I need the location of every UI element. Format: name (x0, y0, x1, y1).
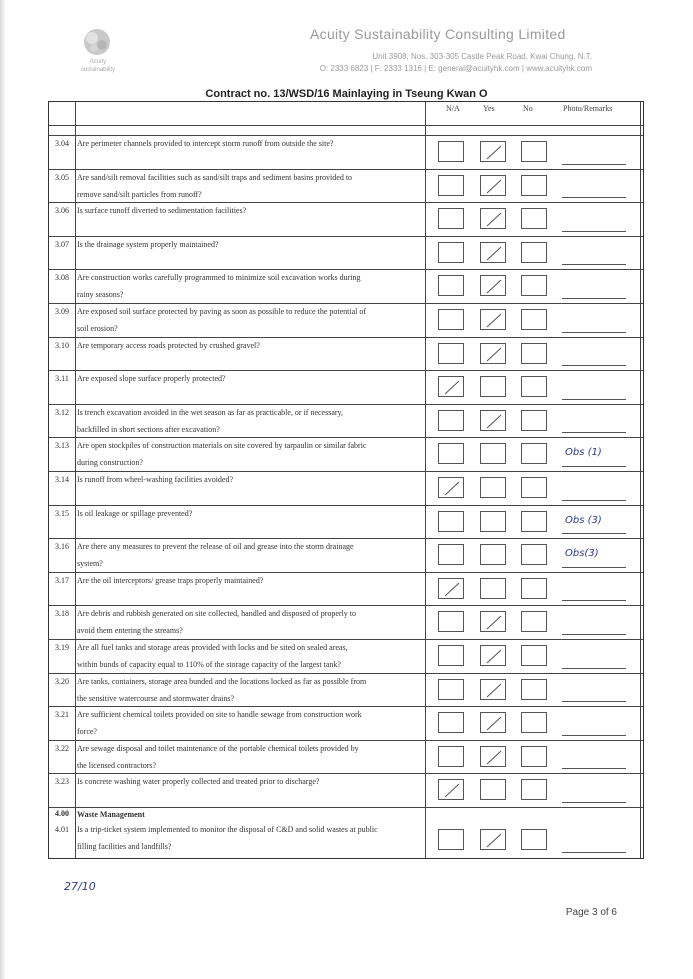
tick-mark-icon (484, 648, 504, 665)
question-line: Are temporary access roads protected by crushed gravel? (77, 340, 260, 350)
checkbox-na[interactable] (438, 208, 464, 229)
question-line: Are there any measures to prevent the release of oil and grease into the storm drainage (77, 542, 354, 552)
checkbox-na[interactable] (438, 511, 464, 532)
question-line: Are the oil interceptors/ grease traps properly maintained? (77, 575, 264, 585)
checkbox-no[interactable] (521, 376, 547, 397)
remarks-line (562, 567, 626, 568)
question-text (77, 337, 421, 354)
row-number: 3.23 (55, 777, 69, 787)
row-number: 3.05 (55, 172, 69, 182)
checkbox-na[interactable] (438, 376, 464, 397)
question-line: Are sufficient chemical toilets provided on site to handle sewage from construction work (77, 710, 362, 720)
question-line: Is the drainage system properly maintained? (77, 239, 219, 249)
checkbox-na[interactable] (438, 141, 464, 162)
checkbox-na[interactable] (438, 275, 464, 296)
column-divider (425, 102, 426, 858)
checklist-table (48, 101, 644, 859)
row-number: 3.18 (55, 609, 69, 619)
row-number: 3.10 (55, 340, 69, 350)
remarks-line (562, 735, 626, 736)
checkbox-na[interactable] (438, 578, 464, 599)
checkbox-na[interactable] (438, 443, 464, 464)
question-line: soil erosion? (77, 324, 118, 333)
tick-mark-icon (484, 144, 504, 161)
remarks-line (562, 533, 626, 534)
checkbox-na[interactable] (438, 679, 464, 700)
question-line: system? (77, 559, 103, 569)
col-header-yes: Yes (483, 104, 495, 113)
checkbox-no[interactable] (521, 511, 547, 532)
remarks-line (562, 231, 626, 232)
question-text (77, 236, 421, 253)
question-text (77, 437, 421, 471)
checkbox-no[interactable] (521, 611, 547, 632)
question-line: remove sand/silt particles from runoff? (77, 189, 202, 199)
question-text (77, 135, 421, 152)
question-line: Are all fuel tanks and storage areas provided with locks and be sited on sealed areas, (77, 643, 348, 652)
checkbox-no[interactable] (521, 712, 547, 733)
checkbox-yes[interactable] (480, 578, 506, 599)
question-line: rainy seasons? (77, 290, 124, 300)
row-number: 3.20 (55, 676, 69, 686)
checkbox-no[interactable] (521, 175, 547, 196)
checkbox-yes[interactable] (480, 477, 506, 498)
question-text (77, 773, 421, 790)
checkbox-yes[interactable] (480, 611, 506, 632)
question-line: Are sewage disposal and toilet maintenance of the portable chemical toilets provided by (77, 743, 359, 753)
checkbox-yes[interactable] (480, 645, 506, 666)
question-text (77, 572, 421, 589)
checkbox-yes[interactable] (480, 376, 506, 397)
tick-mark-icon (484, 413, 504, 430)
checkbox-yes[interactable] (480, 511, 506, 532)
row-number: 3.15 (55, 508, 69, 518)
question-line: the sensitive watercourse and stormwater drains? (77, 693, 235, 703)
checkbox-no[interactable] (521, 443, 547, 464)
checkbox-no[interactable] (521, 275, 547, 296)
remarks-line (562, 500, 626, 501)
tick-mark-icon (442, 581, 462, 598)
remarks-line (562, 600, 626, 601)
question-line: Is trench excavation avoided in the wet season as far as practicable, or if necessary, (77, 407, 344, 417)
section-title: Waste Management (77, 810, 145, 819)
tick-mark-icon (484, 614, 504, 631)
question-line: Is runoff from wheel-washing facilities avoided? (77, 475, 234, 484)
question-text (77, 202, 421, 219)
checkbox-no[interactable] (521, 410, 547, 431)
remarks-line (562, 634, 626, 635)
question-line: force? (77, 727, 97, 737)
checkbox-na[interactable] (438, 829, 464, 850)
logo-text: Acuity sustainability (80, 59, 116, 73)
tick-mark-icon (484, 749, 504, 766)
checkbox-yes[interactable] (480, 141, 506, 162)
tick-mark-icon (484, 832, 504, 849)
remarks-line (562, 668, 626, 669)
row-number: 3.11 (55, 374, 69, 384)
remarks-line (562, 802, 626, 803)
checkbox-na[interactable] (438, 309, 464, 330)
row-number: 3.09 (55, 307, 69, 316)
checkbox-no[interactable] (521, 141, 547, 162)
remarks-line (562, 466, 626, 467)
question-line: Is concrete washing water properly collected and treated prior to discharge? (77, 777, 320, 787)
checkbox-na[interactable] (438, 712, 464, 733)
checkbox-no[interactable] (521, 208, 547, 229)
checkbox-no[interactable] (521, 242, 547, 263)
tick-mark-icon (484, 245, 504, 262)
checkbox-no[interactable] (521, 544, 547, 565)
question-line: Are exposed soil surface protected by paving as soon as possible to reduce the potential of (77, 307, 367, 316)
company-address: Unit 3908, Nos. 303-305 Castle Peak Road, Kwai Chung, N.T. (372, 52, 592, 61)
col-header-remarks: Photo/Remarks (563, 104, 613, 113)
question-line: backfilled in short sections after excavation? (77, 424, 220, 434)
checkbox-yes[interactable] (480, 309, 506, 330)
question-line: within bunds of capacity equal to 110% of the storage capacity of the largest tank? (77, 660, 341, 669)
remark-note: Obs(3) (565, 548, 599, 560)
row-number: 3.22 (55, 743, 69, 753)
checkbox-yes[interactable] (480, 275, 506, 296)
question-line: Are debris and rubbish generated on site collected, handled and disposed of properly to (77, 609, 357, 619)
question-text (77, 370, 421, 387)
checkbox-no[interactable] (521, 679, 547, 700)
question-text (77, 471, 421, 488)
tick-mark-icon (484, 346, 504, 363)
checkbox-yes[interactable] (480, 175, 506, 196)
question-text (77, 639, 421, 673)
column-divider (640, 102, 641, 858)
remark-note: Obs (1) (565, 447, 602, 459)
checkbox-yes[interactable] (480, 343, 506, 364)
checkbox-no[interactable] (521, 645, 547, 666)
question-line: Are perimeter channels provided to intercept storm runoff from outside the site? (77, 139, 334, 148)
remarks-line (562, 264, 626, 265)
company-name: Acuity Sustainability Consulting Limited (310, 26, 566, 42)
question-line: Is oil leakage or spillage prevented? (77, 508, 193, 518)
remarks-line (562, 332, 626, 333)
checkbox-na[interactable] (438, 544, 464, 565)
remarks-line (562, 399, 626, 400)
tick-mark-icon (484, 278, 504, 295)
remarks-line (562, 365, 626, 366)
letterhead (0, 0, 693, 90)
question-text (77, 505, 421, 522)
remarks-line (562, 298, 626, 299)
checkbox-yes[interactable] (480, 544, 506, 565)
contract-title: Contract no. 13/WSD/16 Mainlaying in Tseung Kwan O (205, 88, 488, 100)
question-text (77, 538, 421, 572)
checkbox-yes[interactable] (480, 410, 506, 431)
checkbox-no[interactable] (521, 779, 547, 800)
question-text (77, 169, 421, 203)
row-number: 3.17 (55, 575, 69, 585)
checkbox-yes[interactable] (480, 779, 506, 800)
row-number: 3.16 (55, 542, 69, 552)
question-text (77, 605, 421, 639)
tick-mark-icon (442, 782, 462, 799)
page-number: Page 3 of 6 (565, 907, 617, 918)
question-line: the licensed contractors? (77, 760, 157, 770)
question-line: Are exposed slope surface properly protected? (77, 374, 226, 384)
question-text (77, 821, 421, 855)
checkbox-na[interactable] (438, 645, 464, 666)
question-line: filling facilities and landfills? (77, 842, 172, 851)
question-line: Are open stockpiles of construction materials on site covered by tarpaulin or similar fabric (77, 441, 367, 451)
checkbox-yes[interactable] (480, 443, 506, 464)
question-text (77, 706, 421, 740)
row-number: 3.07 (55, 239, 69, 249)
section-number: 4.00 (55, 809, 69, 818)
remarks-line (562, 852, 626, 853)
row-number: 3.08 (55, 273, 69, 283)
col-header-na: N/A (446, 104, 460, 113)
remarks-line (562, 432, 626, 433)
question-line: Is a trip-ticket system implemented to monitor the disposal of C&D and solid wastes at public (77, 825, 378, 834)
question-text (77, 404, 421, 438)
row-number: 4.01 (55, 825, 69, 834)
question-line: Is surface runoff diverted to sedimentation facilities? (77, 206, 247, 216)
binder-shadow (0, 0, 6, 979)
row-number: 3.19 (55, 643, 69, 652)
tick-mark-icon (484, 682, 504, 699)
checkbox-yes[interactable] (480, 712, 506, 733)
checkbox-na[interactable] (438, 779, 464, 800)
row-number: 3.21 (55, 710, 69, 720)
company-contact: O: 2333 6823 | F: 2333 1316 | E: general@acuityhk.com | www.acuityhk.com (319, 64, 592, 73)
checkbox-yes[interactable] (480, 829, 506, 850)
question-line: during construction? (77, 458, 143, 468)
question-line: Are tanks, containers, storage area bunded and the locations locked as far as possible from (77, 676, 367, 686)
row-number: 3.13 (55, 441, 69, 451)
column-divider (75, 102, 76, 858)
row-divider (49, 125, 643, 126)
row-number: 3.04 (55, 139, 69, 148)
tick-mark-icon (484, 211, 504, 228)
question-text (77, 673, 421, 707)
tick-mark-icon (484, 178, 504, 195)
col-header-no: No (523, 104, 533, 113)
checkbox-na[interactable] (438, 343, 464, 364)
tick-mark-icon (484, 312, 504, 329)
handwritten-date: 27/10 (64, 880, 96, 893)
question-line: Are construction works carefully programmed to minimize soil excavation works during (77, 273, 361, 283)
checkbox-no[interactable] (521, 829, 547, 850)
row-number: 3.14 (55, 475, 69, 484)
question-line: avoid them entering the streams? (77, 626, 183, 636)
checkbox-yes[interactable] (480, 679, 506, 700)
remarks-line (562, 768, 626, 769)
remark-note: Obs (3) (565, 514, 602, 526)
checkbox-no[interactable] (521, 578, 547, 599)
checkbox-yes[interactable] (480, 242, 506, 263)
row-number: 3.12 (55, 407, 69, 417)
checkbox-no[interactable] (521, 343, 547, 364)
checkbox-no[interactable] (521, 309, 547, 330)
checkbox-yes[interactable] (480, 208, 506, 229)
question-text (77, 740, 421, 774)
remarks-line (562, 164, 626, 165)
question-text (77, 269, 421, 303)
question-line: Are sand/silt removal facilities such as sand/silt traps and sediment basins provided to (77, 172, 353, 182)
checkbox-na[interactable] (438, 477, 464, 498)
row-number: 3.06 (55, 206, 69, 216)
checkbox-na[interactable] (438, 175, 464, 196)
checkbox-no[interactable] (521, 746, 547, 767)
checkbox-na[interactable] (438, 746, 464, 767)
checkbox-yes[interactable] (480, 746, 506, 767)
checkbox-na[interactable] (438, 410, 464, 431)
checkbox-na[interactable] (438, 242, 464, 263)
question-text (77, 303, 421, 337)
remarks-line (562, 701, 626, 702)
tick-mark-icon (442, 480, 462, 497)
tick-mark-icon (484, 715, 504, 732)
checkbox-na[interactable] (438, 611, 464, 632)
checkbox-no[interactable] (521, 477, 547, 498)
tick-mark-icon (442, 379, 462, 396)
remarks-line (562, 197, 626, 198)
